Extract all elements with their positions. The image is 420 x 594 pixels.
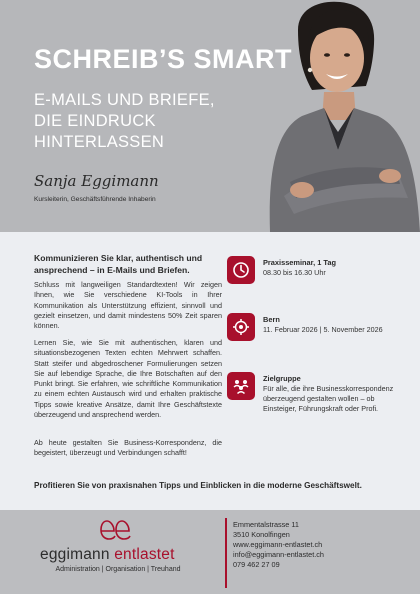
group-icon — [227, 372, 255, 400]
signature: Sanja Eggimann — [34, 172, 159, 190]
info-title: Bern — [263, 315, 280, 324]
contact-street: Emmentalstrasse 11 — [233, 520, 299, 529]
info-block-seminar — [227, 256, 392, 296]
info-text: 11. Februar 2026 | 5. November 2026 — [263, 325, 383, 334]
hero-subtitle — [34, 90, 264, 153]
hero-subtitle-line: E-MAILS UND BRIEFE, — [34, 91, 215, 109]
info-title: Zielgruppe — [263, 374, 301, 383]
paragraph: Lernen Sie, wie Sie mit authentischen, klaren und situationsbezogenen Texten echten Mehrwert schaffen. Statt steifer und abgedroschener Formulierungen setzen Sie auf lebendige Sprache, die Ihre Botschaften auf den Punkt bringt. Sie erfahren, wie schriftliche Kommunikation zu einem echten Austausch wird und erhalten praktische Tipps sowie kreative Ansätze, damit Ihre Geschäftstexte überzeugend und ansprechend werden. — [34, 338, 222, 420]
logo-wordmark — [40, 546, 175, 564]
portrait-photo — [250, 0, 420, 232]
paragraph: Ab heute gestalten Sie Business-Korrespondenz, die begeistert, überzeugt und Verbindungen schafft! — [34, 438, 222, 458]
signature-role: Kursleiterin, Geschäftsführende Inhaberin — [34, 196, 156, 203]
logo-icon — [99, 519, 133, 541]
hero-subtitle-line: HINTERLASSEN — [34, 133, 165, 151]
contact-email-link[interactable]: info@eggimann-entlastet.ch — [233, 550, 324, 559]
target-icon — [227, 313, 255, 341]
hero-subtitle-line: DIE EINDRUCK — [34, 112, 156, 130]
logo-word-accent: entlastet — [114, 546, 175, 563]
contact-city: 3510 Konolfingen — [233, 530, 290, 539]
info-block-audience — [227, 372, 392, 432]
info-text: 08.30 bis 16.30 Uhr — [263, 268, 326, 277]
info-text: Für alle, die ihre Businesskorrespondenz überzeugend gestalten wollen – ob Einsteiger, Führungskraft oder Profi. — [263, 384, 394, 413]
main-headline: Kommunizieren Sie klar, authentisch und ansprechend – in E-Mails und Briefen. — [34, 253, 203, 275]
footer-divider — [225, 518, 227, 588]
bottom-callout: Profitieren Sie von praxisnahen Tipps und Einblicken in die moderne Geschäftswelt. — [34, 481, 362, 490]
hero-banner — [0, 0, 420, 232]
logo-word: eggimann — [40, 546, 110, 563]
hero-title: SCHREIB’S SMART — [34, 44, 293, 74]
contact-block — [233, 520, 324, 570]
logo-tagline: Administration | Organisation | Treuhand — [55, 566, 181, 573]
info-title: Praxisseminar, 1 Tag — [263, 258, 336, 267]
contact-phone: 079 462 27 09 — [233, 560, 280, 569]
paragraph: Schluss mit langweiligen Standardtexten! Wir zeigen Ihnen, wie Sie verschiedene KI-Tools in Ihrer Kommunikation als Unterstützung effizient, sinnvoll und gezielt einsetzen, und damit mindestens 50% Zeit sparen können. — [34, 280, 222, 331]
contact-website-link[interactable]: www.eggimann-entlastet.ch — [233, 540, 323, 549]
clock-icon — [227, 256, 255, 284]
info-block-location — [227, 313, 392, 353]
